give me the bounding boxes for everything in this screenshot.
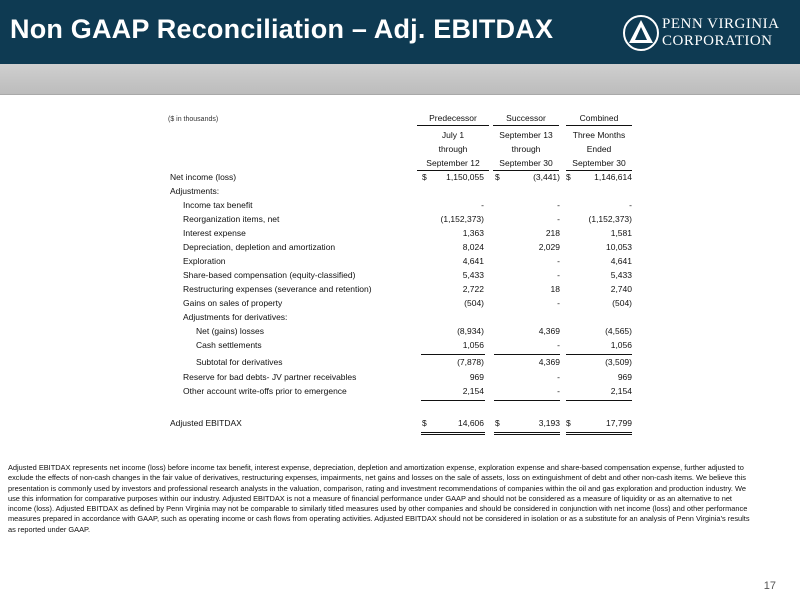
row-label: Cash settlements	[196, 340, 262, 350]
successor-value: 3,193	[538, 418, 560, 428]
subtotal-rule	[494, 354, 560, 355]
dollar-sign: $	[566, 418, 571, 428]
predecessor-value: (504)	[464, 298, 484, 308]
row-label: Adjustments for derivatives:	[183, 312, 288, 322]
table-row	[0, 357, 800, 370]
subtotal-rule	[421, 354, 485, 355]
footnote-paragraph: Adjusted EBITDAX represents net income (loss) before income tax benefit, interest expense, depreciation, depletion and amortization expense, exploration expense and share-based compensation expense, further adjusted to exclude the effects of non-cash changes in the fair value of derivatives, restructuring expenses, impairments, net gains and losses on the sale of assets, loss on extinguishment of debt and other non-cash items. We believe this presentation is commonly used by investors and professional research analysts in the valuation, comparison, rating and investment recommendations of companies within the oil and gas exploration and production industry. We use this information for comparative purposes within our industry. Adjusted EBITDAX is not a measure of financial performance under GAAP and should not be considered as a measure of liquidity or as an alternative to net income (loss). Adjusted EBITDAX as defined by Penn Virginia may not be comparable to similarly titled measures used by other companies and should be considered in conjunction with net income (loss) and other performance measures prepared in accordance with GAAP, such as operating income or cash flows from operating activities. Adjusted EBITDAX should not be considered in isolation or as a substitute for an analysis of Penn Virginia’s results as reported under GAAP.	[8, 463, 750, 534]
combined-value: (1,152,373)	[588, 214, 632, 224]
total-rule	[566, 400, 632, 401]
row-label: Net income (loss)	[170, 172, 237, 182]
row-label: Reserve for bad debts- JV partner receivables	[183, 372, 357, 382]
row-label: Reorganization items, net	[183, 214, 280, 224]
row-label: Share-based compensation (equity-classified)	[183, 270, 356, 280]
successor-value: -	[557, 214, 560, 224]
successor-value: 4,369	[538, 357, 560, 367]
row-label: Gains on sales of property	[183, 298, 283, 308]
double-rule	[494, 432, 560, 435]
column-header-combined	[566, 111, 632, 171]
table-row	[0, 228, 800, 241]
predecessor-value: 2,722	[462, 284, 484, 294]
predecessor-value: (8,934)	[457, 326, 484, 336]
combined-value: 17,799	[606, 418, 632, 428]
header-band	[0, 64, 800, 95]
row-label: Subtotal for derivatives	[196, 357, 283, 367]
slide-header	[0, 0, 800, 64]
table-row	[0, 284, 800, 297]
unit-note: ($ in thousands)	[168, 116, 219, 123]
row-label: Exploration	[183, 256, 226, 266]
successor-value: 18	[550, 284, 560, 294]
column-header-successor	[493, 111, 559, 171]
table-row	[0, 242, 800, 255]
table-row	[0, 372, 800, 385]
predecessor-value: 4,641	[462, 256, 484, 266]
combined-value: 1,146,614	[594, 172, 632, 182]
column-group-label: Successor	[493, 111, 559, 126]
row-label: Income tax benefit	[183, 200, 253, 210]
successor-value: -	[557, 200, 560, 210]
row-label: Depreciation, depletion and amortization	[183, 242, 336, 252]
combined-value: 1,056	[610, 340, 632, 350]
combined-value: 4,641	[610, 256, 632, 266]
row-label: Restructuring expenses (severance and retention)	[183, 284, 372, 294]
predecessor-value: 5,433	[462, 270, 484, 280]
double-rule	[566, 432, 632, 435]
predecessor-value: 1,150,055	[446, 172, 484, 182]
table-row	[0, 270, 800, 283]
table-row	[0, 214, 800, 227]
column-line-1: September 13	[499, 130, 553, 140]
combined-value: (504)	[612, 298, 632, 308]
column-line-1: Three Months	[572, 130, 626, 140]
predecessor-value: 1,363	[462, 228, 484, 238]
combined-value: 5,433	[610, 270, 632, 280]
predecessor-value: 1,056	[462, 340, 484, 350]
total-rule	[421, 400, 485, 401]
table-row	[0, 186, 800, 199]
table-row	[0, 340, 800, 353]
dollar-sign: $	[495, 172, 500, 182]
successor-value: (3,441)	[533, 172, 560, 182]
row-label: Adjusted EBITDAX	[170, 418, 242, 428]
dollar-sign: $	[495, 418, 500, 428]
successor-value: -	[557, 270, 560, 280]
row-label: Other account write-offs prior to emergence	[183, 386, 347, 396]
combined-value: 10,053	[606, 242, 632, 252]
subtotal-rule	[566, 354, 632, 355]
successor-value: -	[557, 256, 560, 266]
predecessor-value: 14,606	[458, 418, 484, 428]
predecessor-value: 2,154	[462, 386, 484, 396]
combined-value: 2,154	[610, 386, 632, 396]
column-line-2: through	[438, 144, 468, 154]
predecessor-value: 969	[469, 372, 484, 382]
successor-value: 2,029	[538, 242, 560, 252]
table-row-total	[0, 418, 800, 431]
logo-line-1: PENN VIRGINIA	[662, 16, 780, 32]
row-label: Interest expense	[183, 228, 246, 238]
table-row	[0, 386, 800, 399]
successor-value: 4,369	[538, 326, 560, 336]
total-rule	[494, 400, 560, 401]
slide-title: Non GAAP Reconciliation – Adj. EBITDAX	[10, 14, 554, 44]
page-number: 17	[763, 580, 776, 592]
column-group-label: Predecessor	[417, 111, 489, 126]
column-line-3: September 12	[417, 156, 489, 171]
column-line-3: September 30	[566, 156, 632, 171]
column-header-predecessor	[417, 111, 489, 171]
table-row	[0, 200, 800, 213]
table-row	[0, 298, 800, 311]
dollar-sign: $	[566, 172, 571, 182]
logo-line-2: CORPORATION	[662, 33, 773, 49]
combined-value: -	[629, 200, 632, 210]
table-row	[0, 312, 800, 325]
row-label: Net (gains) losses	[196, 326, 265, 336]
column-line-2: through	[511, 144, 541, 154]
slide-content	[0, 94, 800, 600]
column-line-1: July 1	[441, 130, 465, 140]
successor-value: -	[557, 372, 560, 382]
successor-value: -	[557, 298, 560, 308]
table-row	[0, 172, 800, 185]
successor-value: 218	[545, 228, 560, 238]
predecessor-value: (7,878)	[457, 357, 484, 367]
successor-value: -	[557, 386, 560, 396]
row-label: Adjustments:	[170, 186, 220, 196]
logo-mark-icon	[622, 14, 660, 52]
column-line-3: September 30	[493, 156, 559, 171]
dollar-sign: $	[422, 418, 427, 428]
predecessor-value: -	[481, 200, 484, 210]
double-rule	[421, 432, 485, 435]
combined-value: (3,509)	[605, 357, 632, 367]
predecessor-value: (1,152,373)	[440, 214, 484, 224]
successor-value: -	[557, 340, 560, 350]
combined-value: 969	[617, 372, 632, 382]
combined-value: 1,581	[610, 228, 632, 238]
combined-value: (4,565)	[605, 326, 632, 336]
predecessor-value: 8,024	[462, 242, 484, 252]
table-row	[0, 326, 800, 339]
combined-value: 2,740	[610, 284, 632, 294]
column-line-2: Ended	[586, 144, 612, 154]
column-group-label: Combined	[566, 111, 632, 126]
table-row	[0, 256, 800, 269]
dollar-sign: $	[422, 172, 427, 182]
penn-virginia-logo	[620, 10, 792, 56]
